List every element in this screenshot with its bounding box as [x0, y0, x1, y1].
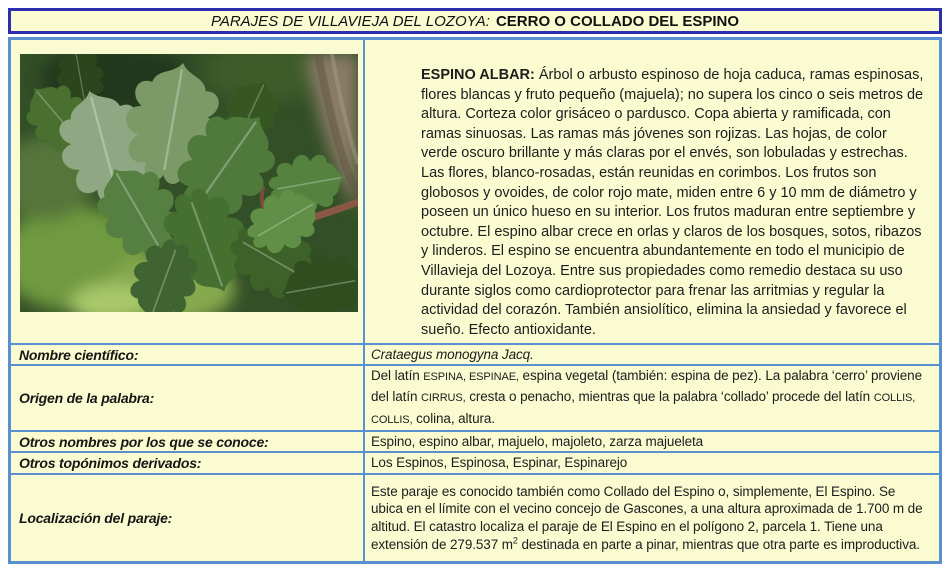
location-part: Este paraje es conocido también como Collado del Espino o, simplemente, El Espino. Se ubica en el límite con el vecino concejo de Gascones, a una altura aproximada de 1.700 m de altitud. El catastro localiza el paraje de El Espino en el polígono 2, parcela 1. Tiene una extensión de 279.537 m	[371, 483, 923, 552]
other-names: Espino, espino albar, majuelo, majoleto, zarza majueleta	[371, 433, 704, 449]
origen-text	[371, 366, 929, 430]
label-origen-palabra: Origen de la palabra:	[11, 364, 363, 430]
page-title	[8, 8, 942, 34]
espino-albar-leaves-photo	[20, 54, 358, 312]
species-description-text: Árbol o arbusto espinoso de hoja caduca, ramas espinosas, flores blancas y fruto pequeño (majuela); no supera los cinco o seis metros de altura. Corteza color grisáceo o pardusco. Copa abierta y ramificada, con ramas sinuosas. Las ramas más jóvenes son rojizas. Las hojas, de color verde oscuro brillante y más claras por el envés, son lobuladas y estrechas. Las flores, blanco-rosadas, están reunidas en corimbos. Los frutos son globosos y ovoides, de color rojo mate, miden entre 6 y 10 mm de diámetro y poseen un único hueso en su interior. Los frutos maduran entre septiembre y octubre. El espino albar crece en orlas y claros de los bosques, sotos, ribazos y linderos. El espino se encuentra abundantemente en todo el municipio de Villavieja del Lozoya. Entre sus propiedades como remedio destaca su uso durante siglos como cardioprotector para frenar las arritmias y regular la actividad del corazón. También ansiolítico, elimina la ansiedad y favorece el sueño. Efecto antioxidante.	[421, 67, 924, 338]
value-otros-nombres	[363, 430, 939, 451]
label-otros-toponimos: Otros topónimos derivados:	[11, 451, 363, 473]
label-localizacion: Localización del paraje:	[11, 473, 363, 561]
value-localizacion	[363, 473, 939, 561]
location-part: destinada en parte a pinar, mientras que otra parte es improductiva.	[517, 536, 920, 552]
origen-part: espina vegetal (también: espina de pez). La palabra ‘cerro’ proviene del latín	[371, 367, 922, 405]
origen-part: cresta o penacho, mientras que la palabra ‘collado’ procede del latín	[465, 389, 874, 405]
origen-part: Del latín	[371, 367, 424, 383]
label-nombre-cientifico: Nombre científico:	[11, 343, 363, 364]
page-title-series: PARAJES DE VILLAVIEJA DEL LOZOYA:	[210, 12, 490, 30]
square-meters-superscript: 2	[512, 535, 518, 546]
photo-cell	[11, 40, 363, 343]
origen-part: colina, altura.	[412, 410, 495, 426]
origen-latin-cirrus: CIRRUS,	[421, 392, 466, 405]
origen-latin-collis: COLLIS, COLLIS,	[371, 392, 916, 426]
origen-latin-espina: ESPINA, ESPINAE,	[423, 370, 519, 383]
species-name-lead: ESPINO ALBAR:	[421, 67, 535, 83]
location-text	[371, 483, 929, 553]
label-otros-nombres: Otros nombres por los que se conoce:	[11, 430, 363, 451]
value-otros-toponimos	[363, 451, 939, 473]
value-origen-palabra	[363, 364, 939, 430]
species-description-cell	[363, 40, 939, 343]
scientific-name: Crataegus monogyna Jacq.	[371, 346, 534, 362]
page-title-place: CERRO O COLLADO DEL ESPINO	[495, 12, 740, 30]
value-nombre-cientifico	[363, 343, 939, 364]
derived-toponyms: Los Espinos, Espinosa, Espinar, Espinarejo	[371, 455, 628, 471]
info-table	[8, 37, 942, 564]
